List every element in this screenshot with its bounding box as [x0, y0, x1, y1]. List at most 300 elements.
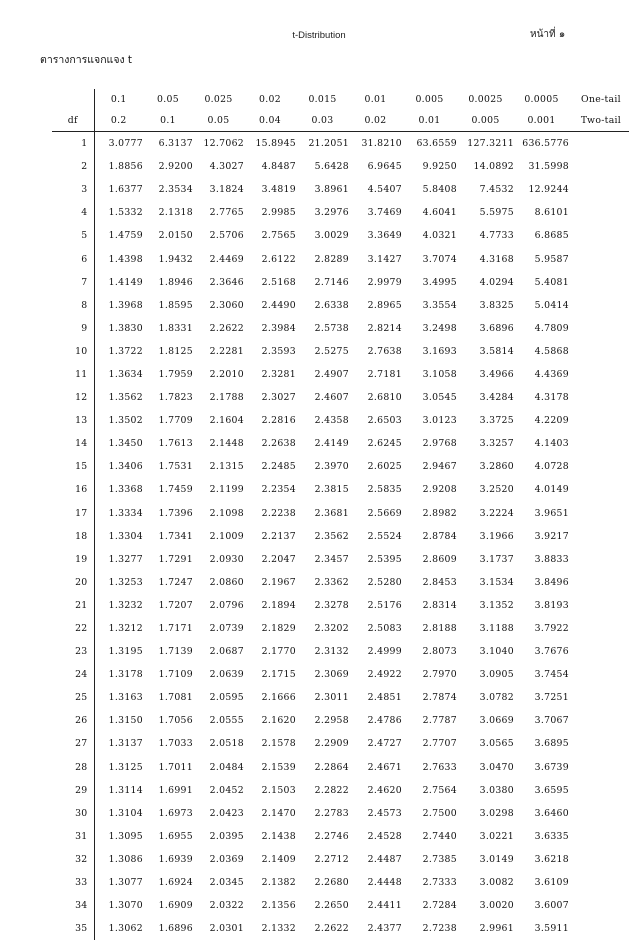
- critical-value: 2.4490: [261, 299, 296, 311]
- critical-value: 2.4607: [314, 392, 349, 404]
- critical-value: 2.0796: [209, 599, 244, 611]
- critical-value: 2.1829: [261, 623, 296, 635]
- row-filler: [569, 871, 629, 894]
- critical-value: 31.5998: [528, 161, 569, 173]
- critical-value: 2.7333: [422, 877, 457, 889]
- row-filler: [569, 525, 629, 548]
- critical-value: 2.7565: [261, 230, 296, 242]
- critical-value: 1.8856: [108, 161, 143, 173]
- critical-value: 4.7733: [479, 230, 514, 242]
- df-value: 18: [52, 525, 94, 548]
- critical-value: 8.6101: [534, 207, 569, 219]
- critical-value: 2.3815: [314, 484, 349, 496]
- critical-value: 2.2485: [261, 461, 296, 473]
- critical-value: 3.1693: [422, 345, 457, 357]
- critical-value: 2.0639: [209, 669, 244, 681]
- critical-value: 1.3634: [108, 368, 143, 380]
- critical-value: 2.7707: [422, 738, 457, 750]
- critical-value: 2.6122: [261, 253, 296, 265]
- critical-value: 3.6218: [534, 853, 569, 865]
- table-row: [52, 132, 629, 156]
- critical-value: 1.3178: [108, 669, 143, 681]
- critical-value: 2.7440: [422, 830, 457, 842]
- critical-value: 4.3027: [209, 161, 244, 173]
- critical-value: 2.3681: [314, 507, 349, 519]
- critical-value: 2.0687: [209, 646, 244, 658]
- table-row: [52, 571, 629, 594]
- critical-value: 2.7874: [422, 692, 457, 704]
- critical-value: 2.8188: [422, 623, 457, 635]
- critical-value: 1.3150: [108, 715, 143, 727]
- critical-value: 1.7056: [158, 715, 193, 727]
- df-value: 2: [52, 155, 94, 178]
- critical-value: 2.1620: [261, 715, 296, 727]
- two-tail-alpha: 0.04: [244, 110, 296, 132]
- critical-value: 1.7109: [158, 669, 193, 681]
- critical-value: 2.4851: [367, 692, 402, 704]
- critical-value: 1.4149: [108, 276, 143, 288]
- critical-value: 2.2680: [314, 877, 349, 889]
- critical-value: 2.0345: [209, 877, 244, 889]
- table-row: [52, 247, 629, 270]
- critical-value: 4.8487: [261, 161, 296, 173]
- critical-value: 1.3070: [108, 900, 143, 912]
- one-tail-alpha: 0.02: [259, 94, 281, 105]
- critical-value: 1.7171: [158, 623, 193, 635]
- critical-value: 3.1824: [209, 184, 244, 196]
- two-tail-alpha: 0.03: [296, 110, 349, 132]
- critical-value: 1.7081: [158, 692, 193, 704]
- critical-value: 2.1315: [209, 461, 244, 473]
- row-filler: [569, 709, 629, 732]
- critical-value: 1.3095: [108, 830, 143, 842]
- critical-value: 4.3168: [479, 253, 514, 265]
- critical-value: 636.5776: [522, 138, 569, 150]
- critical-value: 3.4819: [261, 184, 296, 196]
- critical-value: 2.1470: [261, 807, 296, 819]
- df-value: 15: [52, 455, 94, 478]
- critical-value: 2.1009: [209, 530, 244, 542]
- critical-value: 2.2622: [209, 322, 244, 334]
- critical-value: 2.6025: [367, 461, 402, 473]
- critical-value: 2.7238: [422, 923, 457, 935]
- critical-value: 3.0545: [422, 392, 457, 404]
- df-value: 31: [52, 825, 94, 848]
- critical-value: 1.8946: [158, 276, 193, 288]
- critical-value: 1.3163: [108, 692, 143, 704]
- critical-value: 2.7385: [422, 853, 457, 865]
- critical-value: 2.2622: [314, 923, 349, 935]
- critical-value: 1.6924: [158, 877, 193, 889]
- row-filler: [569, 432, 629, 455]
- df-value: 11: [52, 363, 94, 386]
- critical-value: 2.1604: [209, 415, 244, 427]
- critical-value: 2.8453: [422, 576, 457, 588]
- critical-value: 2.3593: [261, 345, 296, 357]
- critical-value: 3.0777: [108, 138, 143, 150]
- critical-value: 3.3257: [479, 438, 514, 450]
- critical-value: 1.3062: [108, 923, 143, 935]
- critical-value: 2.1356: [261, 900, 296, 912]
- critical-value: 3.1188: [479, 623, 514, 635]
- critical-value: 1.3304: [108, 530, 143, 542]
- row-filler: [569, 617, 629, 640]
- critical-value: 3.1737: [479, 553, 514, 565]
- df-value: 22: [52, 617, 94, 640]
- row-filler: [569, 386, 629, 409]
- df-value: 9: [52, 317, 94, 340]
- one-tail-alpha: 0.0005: [524, 94, 559, 105]
- df-value: 28: [52, 756, 94, 779]
- critical-value: 3.2860: [479, 461, 514, 473]
- critical-value: 1.6909: [158, 900, 193, 912]
- critical-value: 3.6739: [534, 761, 569, 773]
- critical-value: 2.1666: [261, 692, 296, 704]
- row-filler: [569, 663, 629, 686]
- critical-value: 21.2051: [308, 138, 349, 150]
- table-row: [52, 178, 629, 201]
- critical-value: 31.8210: [361, 138, 402, 150]
- critical-value: 2.4999: [367, 646, 402, 658]
- critical-value: 2.3970: [314, 461, 349, 473]
- row-filler: [569, 132, 629, 156]
- critical-value: 3.1427: [367, 253, 402, 265]
- critical-value: 9.9250: [422, 161, 457, 173]
- critical-value: 2.5280: [367, 576, 402, 588]
- table-row: [52, 917, 629, 940]
- critical-value: 4.5407: [367, 184, 402, 196]
- critical-value: 1.3104: [108, 807, 143, 819]
- df-value: 27: [52, 732, 94, 755]
- critical-value: 3.7251: [534, 692, 569, 704]
- table-row: [52, 409, 629, 432]
- critical-value: 3.4284: [479, 392, 514, 404]
- table-row: [52, 271, 629, 294]
- row-filler: [569, 502, 629, 525]
- row-filler: [569, 178, 629, 201]
- df-header: df: [52, 110, 94, 132]
- row-filler: [569, 917, 629, 940]
- critical-value: 2.1788: [209, 392, 244, 404]
- critical-value: 3.0905: [479, 669, 514, 681]
- critical-value: 3.0470: [479, 761, 514, 773]
- critical-value: 1.7011: [158, 761, 193, 773]
- critical-value: 2.1967: [261, 576, 296, 588]
- critical-value: 14.0892: [473, 161, 514, 173]
- critical-value: 1.7613: [158, 438, 193, 450]
- critical-value: 1.3406: [108, 461, 143, 473]
- one-tail-alpha: 0.0025: [468, 94, 503, 105]
- critical-value: 2.0930: [209, 553, 244, 565]
- critical-value: 3.1966: [479, 530, 514, 542]
- table-row: [52, 709, 629, 732]
- two-tail-label: Two-tail: [569, 110, 629, 132]
- df-value: 16: [52, 478, 94, 501]
- critical-value: 1.3212: [108, 623, 143, 635]
- critical-value: 1.7033: [158, 738, 193, 750]
- critical-value: 12.9244: [528, 184, 569, 196]
- critical-value: 5.4081: [534, 276, 569, 288]
- critical-value: 1.5332: [108, 207, 143, 219]
- critical-value: 2.0150: [158, 230, 193, 242]
- critical-value: 2.2746: [314, 830, 349, 842]
- critical-value: 2.1894: [261, 599, 296, 611]
- row-filler: [569, 571, 629, 594]
- critical-value: 2.4528: [367, 830, 402, 842]
- critical-value: 1.3114: [108, 784, 143, 796]
- critical-value: 1.3125: [108, 761, 143, 773]
- critical-value: 2.2712: [314, 853, 349, 865]
- critical-value: 6.9645: [367, 161, 402, 173]
- critical-value: 3.2976: [314, 207, 349, 219]
- critical-value: 2.3278: [314, 599, 349, 611]
- critical-value: 1.3277: [108, 553, 143, 565]
- critical-value: 2.4149: [314, 438, 349, 450]
- critical-value: 3.7067: [534, 715, 569, 727]
- critical-value: 2.0369: [209, 853, 244, 865]
- critical-value: 2.0739: [209, 623, 244, 635]
- critical-value: 2.6245: [367, 438, 402, 450]
- row-filler: [569, 825, 629, 848]
- critical-value: 2.4573: [367, 807, 402, 819]
- critical-value: 1.9432: [158, 253, 193, 265]
- table-row: [52, 432, 629, 455]
- row-filler: [569, 756, 629, 779]
- critical-value: 2.4907: [314, 368, 349, 380]
- table-row: [52, 317, 629, 340]
- df-header-blank: [52, 89, 94, 110]
- table-row: [52, 617, 629, 640]
- critical-value: 2.0518: [209, 738, 244, 750]
- df-value: 30: [52, 802, 94, 825]
- critical-value: 1.7709: [158, 415, 193, 427]
- critical-value: 2.5176: [367, 599, 402, 611]
- critical-value: 2.1539: [261, 761, 296, 773]
- critical-value: 1.7823: [158, 392, 193, 404]
- critical-value: 2.3362: [314, 576, 349, 588]
- critical-value: 2.2281: [209, 345, 244, 357]
- one-tail-alpha: 0.05: [157, 94, 179, 105]
- one-tail-alpha: 0.015: [308, 94, 337, 105]
- row-filler: [569, 802, 629, 825]
- critical-value: 3.6895: [534, 738, 569, 750]
- critical-value: 2.8289: [314, 253, 349, 265]
- two-tail-alpha: 0.1: [143, 110, 193, 132]
- critical-value: 2.5669: [367, 507, 402, 519]
- critical-value: 1.8331: [158, 322, 193, 334]
- critical-value: 3.6007: [534, 900, 569, 912]
- table-row: [52, 594, 629, 617]
- critical-value: 3.0298: [479, 807, 514, 819]
- critical-value: 2.9979: [367, 276, 402, 288]
- row-filler: [569, 201, 629, 224]
- critical-value: 2.5524: [367, 530, 402, 542]
- critical-value: 2.2137: [261, 530, 296, 542]
- critical-value: 3.7469: [367, 207, 402, 219]
- table-row: [52, 640, 629, 663]
- df-value: 25: [52, 686, 94, 709]
- critical-value: 2.9200: [158, 161, 193, 173]
- table-row: [52, 871, 629, 894]
- critical-value: 4.0728: [534, 461, 569, 473]
- row-filler: [569, 894, 629, 917]
- critical-value: 2.8073: [422, 646, 457, 658]
- critical-value: 2.5706: [209, 230, 244, 242]
- header-row-one-tail: [52, 89, 629, 110]
- critical-value: 2.9768: [422, 438, 457, 450]
- critical-value: 2.7633: [422, 761, 457, 773]
- df-value: 29: [52, 779, 94, 802]
- critical-value: 2.0595: [209, 692, 244, 704]
- critical-value: 3.7454: [534, 669, 569, 681]
- critical-value: 3.4995: [422, 276, 457, 288]
- critical-value: 1.6991: [158, 784, 193, 796]
- critical-value: 2.1770: [261, 646, 296, 658]
- row-filler: [569, 155, 629, 178]
- critical-value: 2.8982: [422, 507, 457, 519]
- critical-value: 2.2238: [261, 507, 296, 519]
- row-filler: [569, 340, 629, 363]
- one-tail-alpha: 0.1: [110, 94, 127, 105]
- row-filler: [569, 478, 629, 501]
- critical-value: 3.1040: [479, 646, 514, 658]
- t-distribution-table: [52, 89, 629, 940]
- critical-value: 4.0149: [534, 484, 569, 496]
- df-value: 3: [52, 178, 94, 201]
- critical-value: 6.8685: [534, 230, 569, 242]
- critical-value: 4.3178: [534, 392, 569, 404]
- df-value: 24: [52, 663, 94, 686]
- critical-value: 3.0380: [479, 784, 514, 796]
- critical-value: 2.3562: [314, 530, 349, 542]
- critical-value: 3.8193: [534, 599, 569, 611]
- row-filler: [569, 247, 629, 270]
- critical-value: 2.0322: [209, 900, 244, 912]
- table-row: [52, 825, 629, 848]
- critical-value: 1.6939: [158, 853, 193, 865]
- critical-value: 2.7146: [314, 276, 349, 288]
- critical-value: 1.8125: [158, 345, 193, 357]
- df-value: 10: [52, 340, 94, 363]
- critical-value: 3.4966: [479, 368, 514, 380]
- critical-value: 2.6503: [367, 415, 402, 427]
- critical-value: 4.4369: [534, 368, 569, 380]
- critical-value: 1.3232: [108, 599, 143, 611]
- critical-value: 2.0301: [209, 923, 244, 935]
- df-value: 33: [52, 871, 94, 894]
- critical-value: 2.2650: [314, 900, 349, 912]
- critical-value: 1.6377: [108, 184, 143, 196]
- critical-value: 3.0782: [479, 692, 514, 704]
- critical-value: 1.7291: [158, 553, 193, 565]
- critical-value: 3.3554: [422, 299, 457, 311]
- critical-value: 2.1715: [261, 669, 296, 681]
- critical-value: 3.9651: [534, 507, 569, 519]
- critical-value: 2.3984: [261, 322, 296, 334]
- critical-value: 1.7139: [158, 646, 193, 658]
- two-tail-alpha: 0.005: [457, 110, 514, 132]
- critical-value: 2.1409: [261, 853, 296, 865]
- critical-value: 4.1403: [534, 438, 569, 450]
- critical-value: 2.4487: [367, 853, 402, 865]
- critical-value: 1.3450: [108, 438, 143, 450]
- two-tail-alpha: 0.001: [514, 110, 569, 132]
- row-filler: [569, 317, 629, 340]
- critical-value: 3.2224: [479, 507, 514, 519]
- critical-value: 2.0860: [209, 576, 244, 588]
- critical-value: 2.1382: [261, 877, 296, 889]
- critical-value: 3.6595: [534, 784, 569, 796]
- critical-value: 3.8833: [534, 553, 569, 565]
- table-row: [52, 201, 629, 224]
- table-row: [52, 224, 629, 247]
- critical-value: 3.6109: [534, 877, 569, 889]
- table-row: [52, 663, 629, 686]
- one-tail-alpha: 0.01: [364, 94, 387, 105]
- critical-value: 1.3722: [108, 345, 143, 357]
- df-value: 19: [52, 548, 94, 571]
- critical-value: 2.1332: [261, 923, 296, 935]
- critical-value: 2.3132: [314, 646, 349, 658]
- two-tail-alpha: 0.2: [94, 110, 143, 132]
- critical-value: 2.7564: [422, 784, 457, 796]
- critical-value: 2.3011: [314, 692, 349, 704]
- df-value: 23: [52, 640, 94, 663]
- critical-value: 2.3646: [209, 276, 244, 288]
- critical-value: 2.1578: [261, 738, 296, 750]
- critical-value: 3.1352: [479, 599, 514, 611]
- critical-value: 2.1098: [209, 507, 244, 519]
- critical-value: 2.0423: [209, 807, 244, 819]
- critical-value: 2.3027: [261, 392, 296, 404]
- row-filler: [569, 779, 629, 802]
- critical-value: 2.3457: [314, 553, 349, 565]
- page-number: หน้าที่ ๑: [530, 29, 566, 40]
- critical-value: 1.3830: [108, 322, 143, 334]
- critical-value: 3.9217: [534, 530, 569, 542]
- critical-value: 3.7676: [534, 646, 569, 658]
- two-tail-alpha: 0.05: [193, 110, 244, 132]
- critical-value: 1.3368: [108, 484, 143, 496]
- critical-value: 2.1199: [209, 484, 244, 496]
- critical-value: 1.3562: [108, 392, 143, 404]
- critical-value: 1.3195: [108, 646, 143, 658]
- critical-value: 3.0221: [479, 830, 514, 842]
- critical-value: 3.3649: [367, 230, 402, 242]
- critical-value: 1.3502: [108, 415, 143, 427]
- critical-value: 3.3725: [479, 415, 514, 427]
- critical-value: 3.7074: [422, 253, 457, 265]
- critical-value: 2.6810: [367, 392, 402, 404]
- critical-value: 3.0123: [422, 415, 457, 427]
- critical-value: 1.3137: [108, 738, 143, 750]
- table-row: [52, 386, 629, 409]
- header-row-two-tail: [52, 110, 629, 132]
- critical-value: 3.1058: [422, 368, 457, 380]
- table-row: [52, 455, 629, 478]
- df-value: 8: [52, 294, 94, 317]
- critical-value: 2.1448: [209, 438, 244, 450]
- critical-value: 2.8784: [422, 530, 457, 542]
- row-filler: [569, 455, 629, 478]
- critical-value: 1.4759: [108, 230, 143, 242]
- row-filler: [569, 363, 629, 386]
- critical-value: 1.6896: [158, 923, 193, 935]
- critical-value: 2.7970: [422, 669, 457, 681]
- critical-value: 2.7500: [422, 807, 457, 819]
- table-row: [52, 502, 629, 525]
- critical-value: 2.9467: [422, 461, 457, 473]
